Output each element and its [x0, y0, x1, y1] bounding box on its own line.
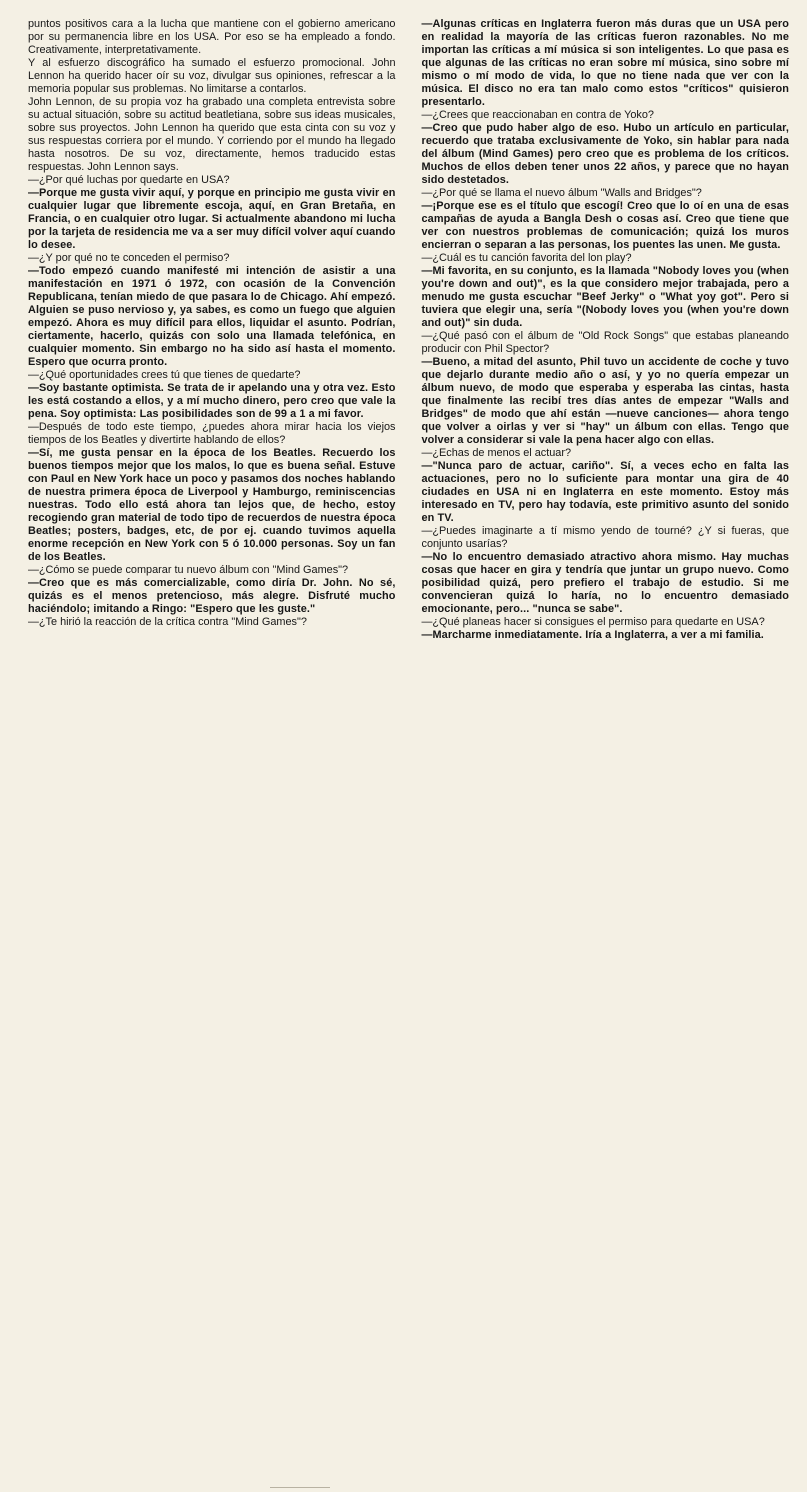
page-edge-mark: [270, 1487, 330, 1488]
interview-question: —¿Y por qué no te conceden el permiso?: [28, 252, 230, 264]
interview-question: —Después de todo este tiempo, ¿puedes ahora mirar hacia los viejos tiempos de los Beatles y divertirte hablando de ellos?: [28, 421, 396, 446]
interview-answer: —Soy bastante optimista. Se trata de ir apelando una y otra vez. Esto les está costando a ellos, y a mí mucho dinero, pero creo que vale la pena. Soy optimista: Las posibilidades son de 99 a 1 a mi favor.: [28, 382, 396, 420]
interview-question: —¿Por qué se llama el nuevo álbum "Walls and Bridges"?: [421, 187, 702, 199]
interview-answer: —Bueno, a mitad del asunto, Phil tuvo un accidente de coche y tuvo que dejarlo durante medio año o así, y yo no quería empezar un álbum nuevo, de modo que esperaba y esperaba las cintas, hasta que finalmente las recibí tres días antes de empezar "Walls and Bridges" de modo que ahí están —nueve canciones— ahora tengo que volver a oirlas y ver si "hay" un álbum con ellas. Tengo que volver a considerar si vale la pena hacer algo con ellas.: [421, 356, 789, 446]
intro-paragraph: Y al esfuerzo discográfico ha sumado el esfuerzo promocional. John Lennon ha querido hacer oír su voz, divulgar sus opiniones, refrescar a la memoria popular sus problemas. No limitarse a contarlos.: [28, 57, 396, 95]
interview-question: —¿Echas de menos el actuar?: [421, 447, 572, 459]
interview-answer: —Mi favorita, en su conjunto, es la llamada "Nobody loves you (when you're down and out)", es la que considero mejor trabajada, pero a menudo me gusta escuchar "Beef Jerky" o "What yoy got". Pero si tuviera que elegir una, sería "(Nobody loves you (when you're down and out)" sin duda.: [421, 265, 789, 329]
interview-answer: —"Nunca paro de actuar, cariño". Sí, a veces echo en falta las actuaciones, pero no lo suficiente para montar una gira de 40 ciudades en USA ni en Inglaterra en este momento. Estoy más interesado en TV, pero hay todavía, este primitivo asunto del sonido en TV.: [421, 460, 789, 524]
interview-question: —¿Qué pasó con el álbum de "Old Rock Songs" que estabas planeando producir con Phil Spector?: [421, 330, 789, 355]
interview-answer: —¡Porque ese es el título que escogí! Creo que lo oí en una de esas campañas de ayuda a Bangla Desh o cosas así. Creo que tiene que ver con nuestros problemas de comunicación; quizá los muros encierran o separan a las personas, los puentes las unen. Me gusta.: [421, 200, 789, 251]
interview-answer: —No lo encuentro demasiado atractivo ahora mismo. Hay muchas cosas que hacer en gira y tendría que juntar un grupo nuevo. Como posibilidad quizá, pero prefiero el trabajo de estudio. Si me convencieran quizá lo haría, no lo encuentro demasiado emocionante, pero... "nunca se sabe".: [421, 551, 789, 615]
interview-answer: —Marcharme inmediatamente. Iría a Inglaterra, a ver a mi familia.: [421, 629, 764, 641]
left-column: [28, 18, 396, 1492]
interview-question: —¿Qué oportunidades crees tú que tienes de quedarte?: [28, 369, 301, 381]
interview-answer: —Algunas críticas en Inglaterra fueron más duras que un USA pero en realidad la mayoría de las críticas fueron razonables. No me importan las críticas a mí música si son inteligentes. Lo que pasa es que algunas de las críticas no eran sobre mí música, sino sobre mí mismo o mí modo de vida, lo que no tiene nada que ver con la música. El disco no era tan malo como estos "críticos" quisieron presentarlo.: [421, 18, 789, 108]
intro-paragraph: John Lennon, de su propia voz ha grabado una completa entrevista sobre su actual situación, sobre su actitud beatletiana, sobre sus ideas musicales, sobre sus proyectos. John Lennon ha querido que esta cinta con su voz y sus respuestas corriera por el mundo. Y corriendo por el mundo ha llegado hasta nosotros. De su voz, directamente, hemos traducido estas respuestas. John Lennon says.: [28, 96, 396, 173]
interview-question: —¿Qué planeas hacer si consigues el permiso para quedarte en USA?: [421, 616, 765, 628]
interview-question: —¿Cuál es tu canción favorita del lon play?: [421, 252, 632, 264]
interview-question: —¿Crees que reaccionaban en contra de Yoko?: [421, 109, 654, 121]
interview-answer: —Porque me gusta vivir aquí, y porque en principio me gusta vivir en cualquier lugar que libremente escoja, aquí, en Gran Bretaña, en Francia, o en cualquier otro lugar. Si actualmente abandono mi lucha por la tarjeta de residencia me va a ser muy difícil volver aquí cuando lo desee.: [28, 187, 396, 251]
intro-paragraph: puntos positivos cara a la lucha que mantiene con el gobierno americano por su permanencia libre en los USA. Por eso se ha empleado a fondo. Creativamente, interpretativamente.: [28, 18, 396, 56]
interview-question: —¿Cómo se puede comparar tu nuevo álbum con "Mind Games"?: [28, 564, 349, 576]
interview-answer: —Sí, me gusta pensar en la época de los Beatles. Recuerdo los buenos tiempos mejor que los malos, lo que es buena señal. Estuve con Paul en New York hace un poco y pasamos dos noches hablando de nuestra primera época de Liverpool y Hamburgo, reminiscencias nuestras. Todo ello está ahora tan lejos que, de hecho, estoy recogiendo gran material de todo tipo de recuerdos de nuestra época Beatles; posters, badges, etc, de por ej. cuando tuvimos aquella enorme recepción en New York con 5 ó 10.000 personas. Soy un fan de los Beatles.: [28, 447, 396, 563]
interview-question: —¿Por qué luchas por quedarte en USA?: [28, 174, 230, 186]
interview-answer: —Creo que pudo haber algo de eso. Hubo un artículo en particular, recuerdo que trataba exclusivamente de Yoko, sin hablar para nada del álbum (Mind Games) pero creo que es problema de los críticos. Muchos de ellos deben tener unos 22 años, y parece que no hayan sido destetados.: [421, 122, 789, 186]
interview-answer: —Todo empezó cuando manifesté mi intención de asistir a una manifestación en 1971 ó 1972, con ocasión de la Convención Republicana, tenían miedo de que pasara lo de Chicago. Ahí empezó. Alguien se puso nervioso y, ya sabes, es como un fuego que alguien empezó. Ahora es muy difícil para ellos, liquidar el asunto. Podrían, ciertamente, hacerlo, quizás con solo una llamada telefónica, en cualquier momento. Sin embargo no ha sido así hasta el momento. Espero que ocurra pronto.: [28, 265, 396, 368]
interview-question: —¿Puedes imaginarte a tí mismo yendo de tourné? ¿Y si fueras, que conjunto usarías?: [421, 525, 789, 550]
right-column: [422, 18, 790, 1492]
interview-answer: —Creo que es más comercializable, como diría Dr. John. No sé, quizás es el menos pretencioso, más alegre. Disfruté mucho haciéndolo; imitando a Ringo: "Espero que les guste.": [28, 577, 396, 615]
interview-question: —¿Te hirió la reacción de la crítica contra "Mind Games"?: [28, 616, 307, 628]
